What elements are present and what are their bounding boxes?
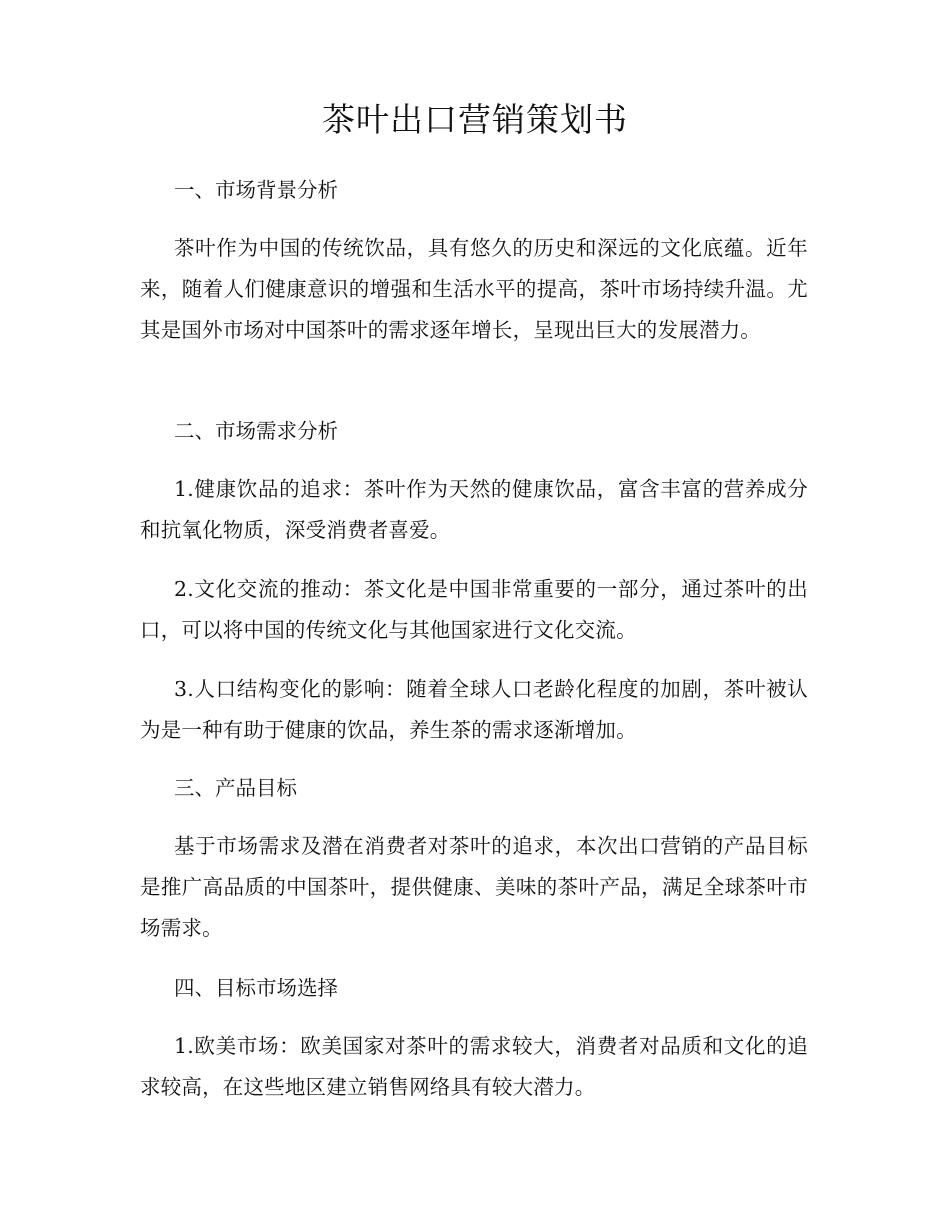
section-heading-product-goal: 三、产品目标 bbox=[174, 776, 297, 800]
paragraph-demand-1: 1.健康饮品的追求：茶叶作为天然的健康饮品，富含丰富的营养成分和抗氧化物质，深受消费者喜爱。 bbox=[140, 477, 808, 542]
paragraph-product-goal: 基于市场需求及潜在消费者对茶叶的追求，本次出口营销的产品目标是推广高品质的中国茶叶，提供健康、美味的茶叶产品，满足全球茶叶市场需求。 bbox=[140, 834, 808, 940]
paragraph-demand-3: 3.人口结构变化的影响：随着全球人口老龄化程度的加剧，茶叶被认为是一种有助于健康的饮品，养生茶的需求逐渐增加。 bbox=[140, 677, 808, 742]
section-heading-demand-analysis: 二、市场需求分析 bbox=[174, 419, 338, 443]
section-heading-market-background: 一、市场背景分析 bbox=[174, 178, 338, 202]
section-heading-target-market: 四、目标市场选择 bbox=[174, 976, 338, 1000]
paragraph-demand-2: 2.文化交流的推动：茶文化是中国非常重要的一部分，通过茶叶的出口，可以将中国的传统文化与其他国家进行文化交流。 bbox=[140, 577, 808, 642]
paragraph-target-market-1: 1.欧美市场：欧美国家对茶叶的需求较大，消费者对品质和文化的追求较高，在这些地区建立销售网络具有较大潜力。 bbox=[140, 1034, 808, 1099]
paragraph-market-background: 茶叶作为中国的传统饮品，具有悠久的历史和深远的文化底蕴。近年来，随着人们健康意识的增强和生活水平的提高，茶叶市场持续升温。尤其是国外市场对中国茶叶的需求逐年增长，呈现出巨大的发展潜力。 bbox=[140, 236, 808, 342]
document-title: 茶叶出口营销策划书 bbox=[322, 100, 628, 139]
